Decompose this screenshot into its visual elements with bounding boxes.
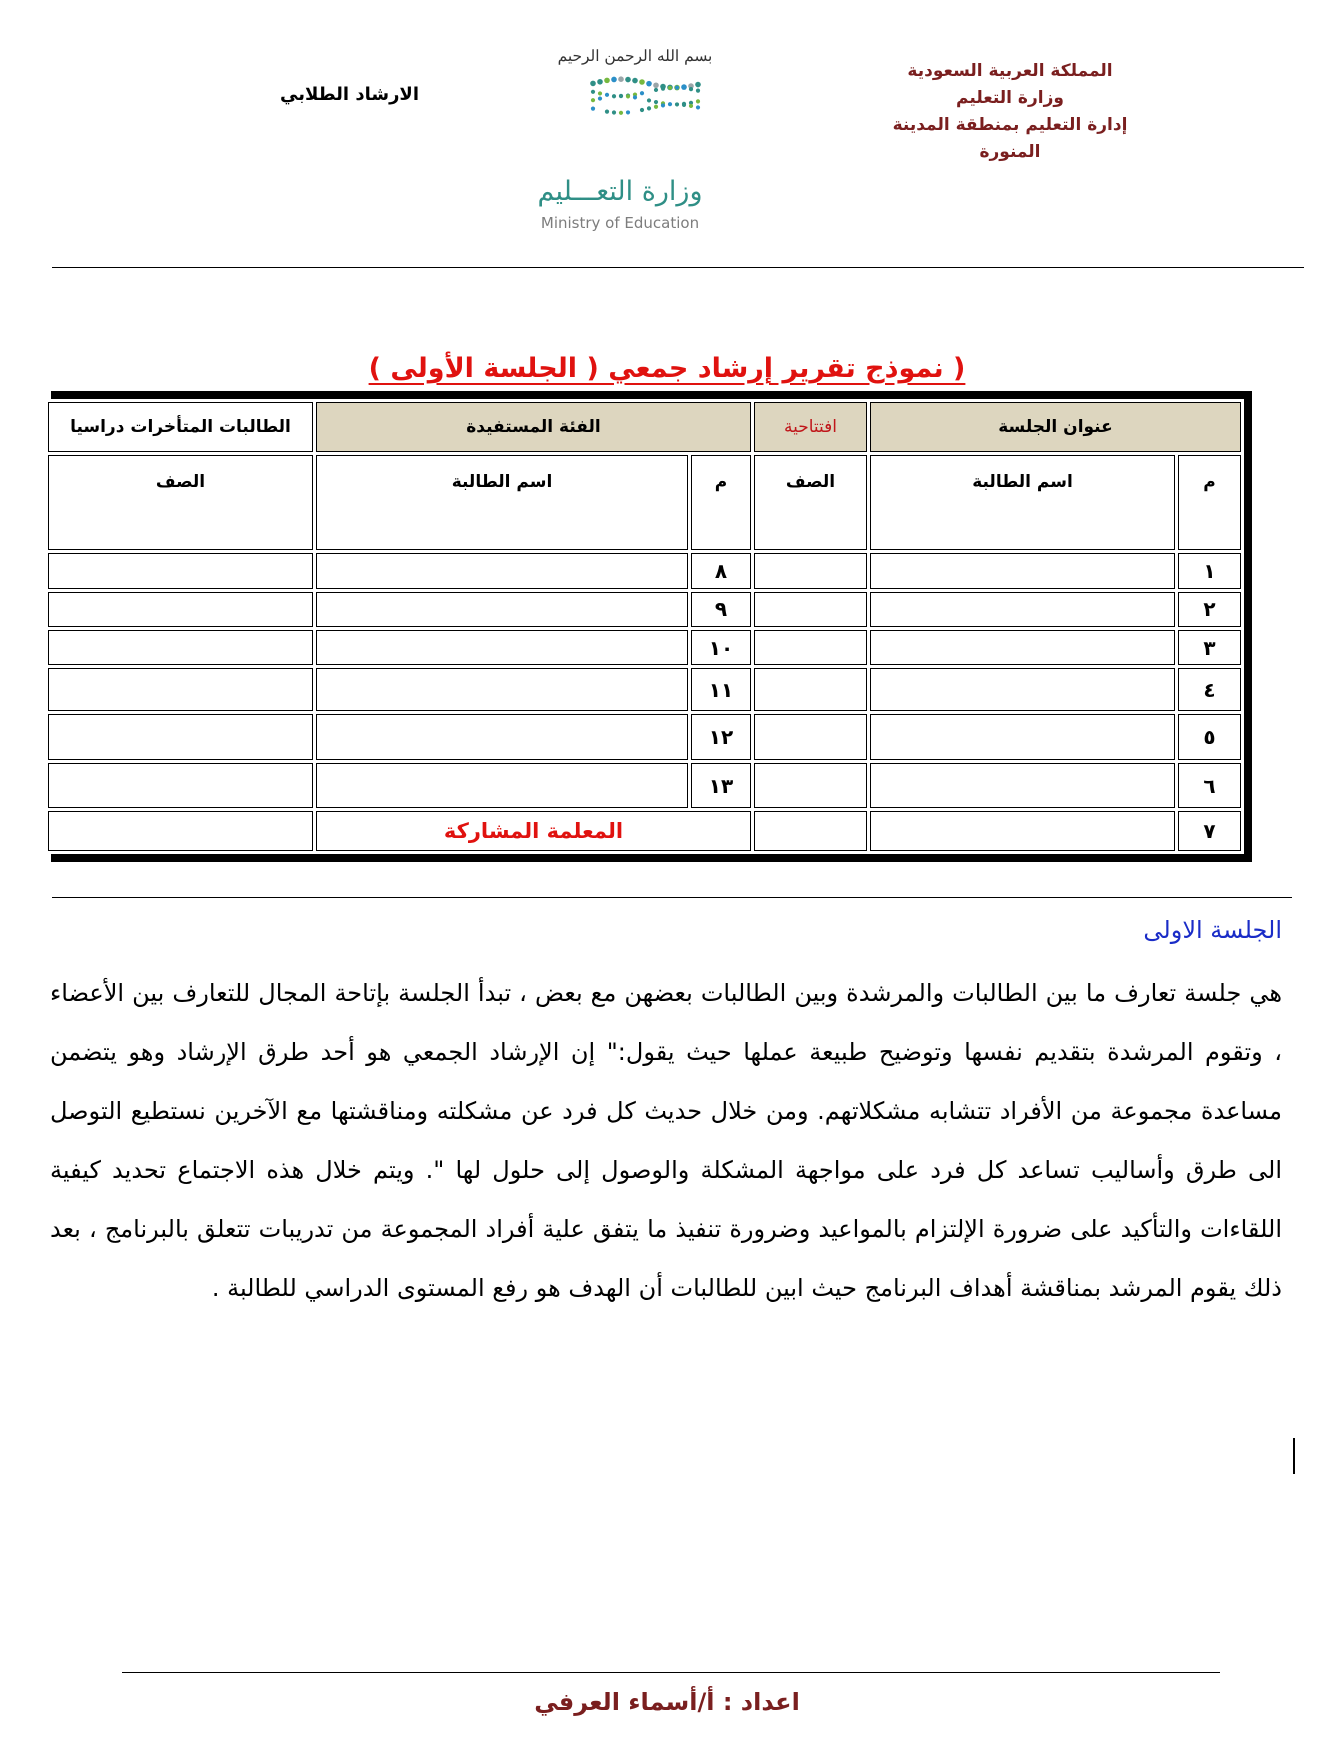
target-group-label: الفئة المستفيدة bbox=[316, 402, 751, 452]
logo-dot bbox=[640, 108, 644, 112]
student-name-cell[interactable] bbox=[870, 763, 1175, 809]
org-line-country: المملكة العربية السعودية bbox=[907, 61, 1113, 81]
ministry-logo bbox=[520, 40, 820, 180]
class-cell[interactable] bbox=[754, 592, 867, 627]
logo-dot bbox=[653, 82, 659, 88]
section-title: الجلسة الاولى bbox=[1143, 916, 1282, 944]
logo-dot bbox=[591, 90, 595, 94]
class-cell[interactable] bbox=[754, 630, 867, 665]
header-divider bbox=[52, 267, 1304, 268]
logo-dot bbox=[604, 78, 610, 84]
logo-dot bbox=[675, 102, 679, 106]
body-paragraph: هي جلسة تعارف ما بين الطالبات والمرشدة وبين الطالبات بعضهن مع بعض ، تبدأ الجلسة بإتاحة المجال للتعارف بين الأعضاء ، وتقوم المرشدة بتقديم نفسها وتوضيح طبيعة عملها حيث يقول:" إن الإرشاد الجمعي هو أحد طرق الإرشاد وهو يتضمن مساعدة مجموعة من الأفراد تتشابه مشكلاتهم. ومن خلال حديث كل فرد عن مشكلته ومناقشتها مع الآخرين نستطيع التوصل الى طرق وأساليب تساعد كل فرد على مواجهة المشكلة والوصول إلى حلول لها ". ويتم خلال هذه الاجتماع تحديد كيفية اللقاءات والتأكيد على ضرورة الإلتزام بالمواعيد وضرورة تنفيذ ما يتفق علية أفراد المجموعة من تدريبات تتعلق بالبرنامج ، بعد ذلك يقوم المرشد بمناقشة أهداف البرنامج حيث ابين للطالبات أن الهدف هو رفع المستوى الدراسي للطالبة . bbox=[50, 979, 1282, 1302]
teacher-label: المعلمة المشاركة bbox=[316, 811, 751, 851]
class-cell[interactable] bbox=[754, 763, 867, 809]
table-row bbox=[48, 811, 1241, 851]
logo-dot bbox=[639, 79, 645, 85]
student-name-cell[interactable] bbox=[870, 811, 1175, 851]
logo-dot bbox=[591, 98, 595, 102]
student-name-cell[interactable] bbox=[870, 553, 1175, 588]
logo-dot bbox=[647, 106, 651, 110]
footer-divider bbox=[122, 1672, 1220, 1673]
logo-dot bbox=[668, 102, 672, 106]
logo-dot bbox=[619, 111, 623, 115]
student-name-cell[interactable] bbox=[316, 553, 688, 588]
row-num: ١٠ bbox=[691, 630, 751, 665]
logo-dot bbox=[661, 87, 665, 91]
col-header-class-right: الصف bbox=[754, 455, 867, 551]
department-label: الارشاد الطلابي bbox=[280, 84, 419, 105]
logo-dot bbox=[590, 81, 596, 87]
logo-dot bbox=[632, 78, 638, 84]
class-cell[interactable] bbox=[48, 630, 313, 665]
logo-dot bbox=[598, 91, 602, 95]
row-num: ١٢ bbox=[691, 714, 751, 760]
class-cell[interactable] bbox=[754, 811, 867, 851]
logo-dot bbox=[654, 88, 658, 92]
table-row bbox=[48, 714, 1241, 760]
logo-dot bbox=[689, 87, 693, 91]
target-group-value[interactable]: الطالبات المتأخرات دراسيا bbox=[48, 402, 313, 452]
logo-dot bbox=[605, 110, 609, 114]
logo-dot bbox=[633, 95, 637, 99]
row-num: ١٣ bbox=[691, 763, 751, 809]
org-line-directorate: إدارة التعليم بمنطقة المدينة المنورة bbox=[892, 115, 1128, 162]
class-cell[interactable] bbox=[754, 714, 867, 760]
table-row bbox=[48, 763, 1241, 809]
col-header-num-left: م bbox=[691, 455, 751, 551]
class-cell[interactable] bbox=[754, 553, 867, 588]
logo-dot bbox=[689, 104, 693, 108]
logo-dot bbox=[612, 110, 616, 114]
logo-dot bbox=[591, 107, 595, 111]
logo-dots bbox=[590, 76, 701, 114]
table-row bbox=[48, 592, 1241, 627]
logo-dot bbox=[626, 94, 630, 98]
table-divider bbox=[52, 897, 1292, 898]
row-num: ٢ bbox=[1178, 592, 1241, 627]
text-cursor bbox=[1293, 1438, 1295, 1474]
session-title-label: عنوان الجلسة bbox=[870, 402, 1241, 452]
class-cell[interactable] bbox=[48, 592, 313, 627]
col-header-num-right: م bbox=[1178, 455, 1241, 551]
logo-dot bbox=[618, 76, 624, 82]
organization-block bbox=[860, 58, 1160, 166]
class-cell[interactable] bbox=[48, 553, 313, 588]
logo-dot bbox=[598, 96, 602, 100]
row-num: ٧ bbox=[1178, 811, 1241, 851]
logo-dot bbox=[675, 86, 679, 90]
basmala-text: بسم الله الرحمن الرحيم bbox=[557, 47, 713, 65]
report-title-text: ( نموذج تقرير إرشاد جمعي ( الجلسة الأولى ) bbox=[368, 353, 966, 384]
logo-dot bbox=[605, 93, 609, 97]
logo-dot bbox=[695, 82, 701, 88]
logo-dot bbox=[668, 86, 672, 90]
row-num: ٥ bbox=[1178, 714, 1241, 760]
logo-dot bbox=[654, 105, 658, 109]
student-name-cell[interactable] bbox=[316, 592, 688, 627]
logo-english-text: Ministry of Education bbox=[540, 214, 700, 232]
report-table-frame bbox=[51, 391, 1252, 862]
row-num: ٩ bbox=[691, 592, 751, 627]
logo-dot bbox=[647, 98, 651, 102]
logo-dot bbox=[682, 103, 686, 107]
logo-dot bbox=[611, 77, 617, 83]
col-header-name-left: اسم الطالبة bbox=[316, 455, 688, 551]
prepared-by: اعداد : أ/أسماء العرفي bbox=[534, 1688, 800, 1716]
report-table bbox=[45, 399, 1244, 854]
logo-dot bbox=[681, 84, 687, 90]
row-num: ١ bbox=[1178, 553, 1241, 588]
logo-dot bbox=[597, 79, 603, 85]
logo-dot bbox=[625, 77, 631, 83]
logo-dot bbox=[626, 110, 630, 114]
col-header-name-right: اسم الطالبة bbox=[870, 455, 1175, 551]
logo-dot bbox=[661, 103, 665, 107]
row-num: ٦ bbox=[1178, 763, 1241, 809]
student-name-cell[interactable] bbox=[870, 714, 1175, 760]
logo-dot bbox=[612, 94, 616, 98]
class-cell[interactable] bbox=[754, 668, 867, 711]
logo-dot bbox=[654, 100, 658, 104]
session-title-value[interactable]: افتتاحية bbox=[754, 402, 867, 452]
student-name-cell[interactable] bbox=[870, 592, 1175, 627]
logo-dot bbox=[696, 89, 700, 93]
logo-dot bbox=[619, 94, 623, 98]
row-num: ٣ bbox=[1178, 630, 1241, 665]
class-cell[interactable] bbox=[48, 668, 313, 711]
student-name-cell[interactable] bbox=[870, 668, 1175, 711]
logo-dot bbox=[696, 105, 700, 109]
table-row bbox=[48, 553, 1241, 588]
class-cell[interactable] bbox=[48, 714, 313, 760]
student-name-cell[interactable] bbox=[316, 714, 688, 760]
class-cell[interactable] bbox=[48, 763, 313, 809]
row-num: ٨ bbox=[691, 553, 751, 588]
logo-dot bbox=[646, 81, 652, 87]
table-row bbox=[48, 668, 1241, 711]
logo-dot bbox=[696, 99, 700, 103]
student-name-cell[interactable] bbox=[316, 630, 688, 665]
student-name-cell[interactable] bbox=[316, 668, 688, 711]
student-name-cell[interactable] bbox=[316, 763, 688, 809]
org-line-ministry: وزارة التعليم bbox=[956, 88, 1064, 108]
logo-dot bbox=[640, 91, 644, 95]
student-name-cell[interactable] bbox=[870, 630, 1175, 665]
row-num: ١١ bbox=[691, 668, 751, 711]
row-num: ٤ bbox=[1178, 668, 1241, 711]
teacher-value[interactable] bbox=[48, 811, 313, 851]
logo-arabic-text: وزارة التعـــليم bbox=[537, 176, 703, 207]
col-header-class-left: الصف bbox=[48, 455, 313, 551]
table-row bbox=[48, 630, 1241, 665]
report-title bbox=[0, 353, 1334, 384]
